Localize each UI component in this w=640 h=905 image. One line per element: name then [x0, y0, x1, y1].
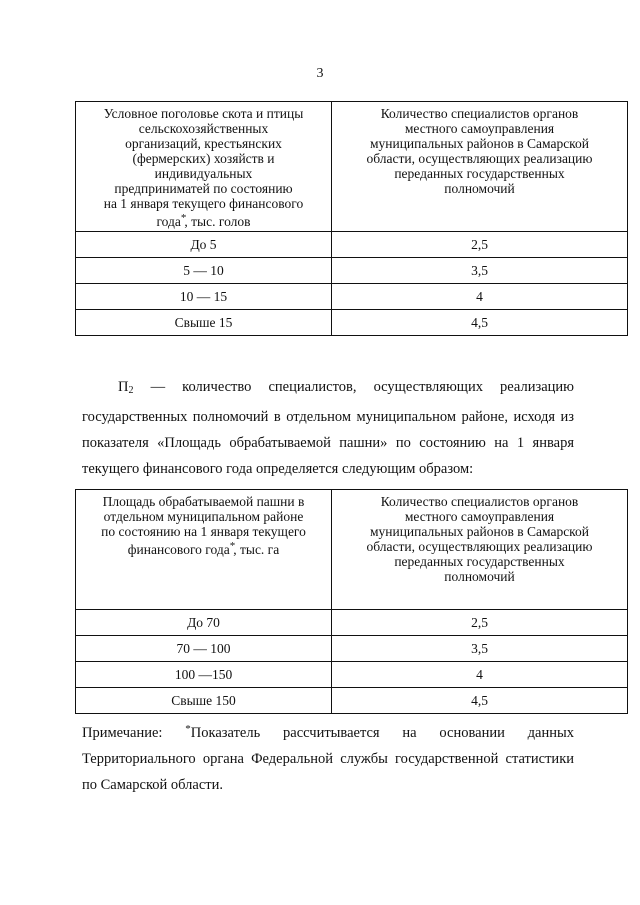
arable-land-table: [75, 489, 628, 714]
paragraph-line: [82, 374, 574, 404]
paragraph-text: — количество специалистов, осуществляющих реализацию: [150, 379, 574, 395]
header-text: финансового года: [127, 542, 230, 557]
header-line: Условное поголовье скота и птицы: [103, 106, 304, 121]
paragraph-line: государственных полномочий в отдельном муниципальном районе, исходя из: [82, 409, 574, 425]
range-cell: Свыше 150: [76, 688, 332, 714]
header-text: года: [156, 214, 181, 229]
range-cell: Свыше 15: [76, 310, 332, 336]
paragraph-line: показателя «Площадь обрабатываемой пашни» по состоянию на 1 января: [82, 435, 574, 451]
header-line: [86, 539, 321, 557]
value-cell: 3,5: [332, 258, 628, 284]
header-line: муниципальных районов в Самарской: [369, 524, 590, 539]
footnote: [82, 716, 574, 798]
header-line: сельскохозяйственных: [138, 121, 269, 136]
range-cell: До 70: [76, 610, 332, 636]
table-row: [76, 636, 628, 662]
header-line: области, осуществляющих реализацию: [366, 539, 593, 554]
table-row: [76, 258, 628, 284]
header-line: полномочий: [444, 181, 515, 196]
value-cell: 2,5: [332, 610, 628, 636]
asterisk-mark: *: [229, 540, 234, 552]
header-line: переданных государственных: [394, 166, 565, 181]
paragraph-p2: [82, 374, 574, 482]
range-cell: До 5: [76, 232, 332, 258]
header-line: на 1 января текущего финансового: [103, 196, 304, 211]
header-livestock: [76, 102, 332, 232]
header-line: муниципальных районов в Самарской: [369, 136, 590, 151]
header-line: полномочий: [444, 569, 515, 584]
header-line: местного самоуправления: [404, 121, 555, 136]
symbol-p: П: [118, 379, 129, 395]
table-row: [76, 232, 628, 258]
range-cell: 70 — 100: [76, 636, 332, 662]
header-line: Количество специалистов органов: [380, 106, 579, 121]
value-cell: 4: [332, 284, 628, 310]
table-row: [76, 284, 628, 310]
footnote-line: [82, 716, 574, 746]
table-header-row: [76, 102, 628, 232]
header-text: , тыс. га: [233, 542, 280, 557]
header-specialists: [332, 490, 628, 610]
header-line: организаций, крестьянских: [125, 136, 282, 151]
header-line: Площадь обрабатываемой пашни в: [102, 494, 305, 509]
value-cell: 3,5: [332, 636, 628, 662]
header-line: переданных государственных: [394, 554, 565, 569]
header-line: отдельном муниципальном районе: [103, 509, 304, 524]
table-row: [76, 688, 628, 714]
footnote-line: Территориального органа Федеральной службы государственной статистики: [82, 751, 574, 767]
table-row: [76, 610, 628, 636]
header-line: Количество специалистов органов: [380, 494, 579, 509]
value-cell: 4,5: [332, 688, 628, 714]
range-cell: 100 —150: [76, 662, 332, 688]
range-cell: 10 — 15: [76, 284, 332, 310]
header-line: (фермерских) хозяйств и: [132, 151, 275, 166]
header-arable-area: [76, 490, 332, 610]
livestock-table: [75, 101, 628, 336]
note-label: Примечание:: [82, 725, 163, 741]
asterisk-mark: *: [180, 212, 185, 224]
range-cell: 5 — 10: [76, 258, 332, 284]
header-line: предприниматей по состоянию: [114, 181, 293, 196]
header-line: местного самоуправления: [404, 509, 555, 524]
paragraph-line: текущего финансового года определяется следующим образом:: [82, 461, 474, 477]
header-text: , тыс. голов: [184, 214, 251, 229]
table-row: [76, 662, 628, 688]
header-line: индивидуальных: [154, 166, 253, 181]
symbol-subscript: 2: [128, 385, 134, 396]
footnote-line: по Самарской области.: [82, 777, 223, 793]
asterisk-mark: *: [185, 723, 191, 735]
value-cell: 4: [332, 662, 628, 688]
table-header-row: [76, 490, 628, 610]
header-line: области, осуществляющих реализацию: [366, 151, 593, 166]
table-row: [76, 310, 628, 336]
note-text: Показатель рассчитывается на основании данных: [190, 725, 575, 741]
page-number: 3: [316, 66, 324, 81]
value-cell: 4,5: [332, 310, 628, 336]
header-line: по состоянию на 1 января текущего: [101, 524, 306, 539]
value-cell: 2,5: [332, 232, 628, 258]
header-specialists: [332, 102, 628, 232]
header-line: [86, 211, 321, 229]
